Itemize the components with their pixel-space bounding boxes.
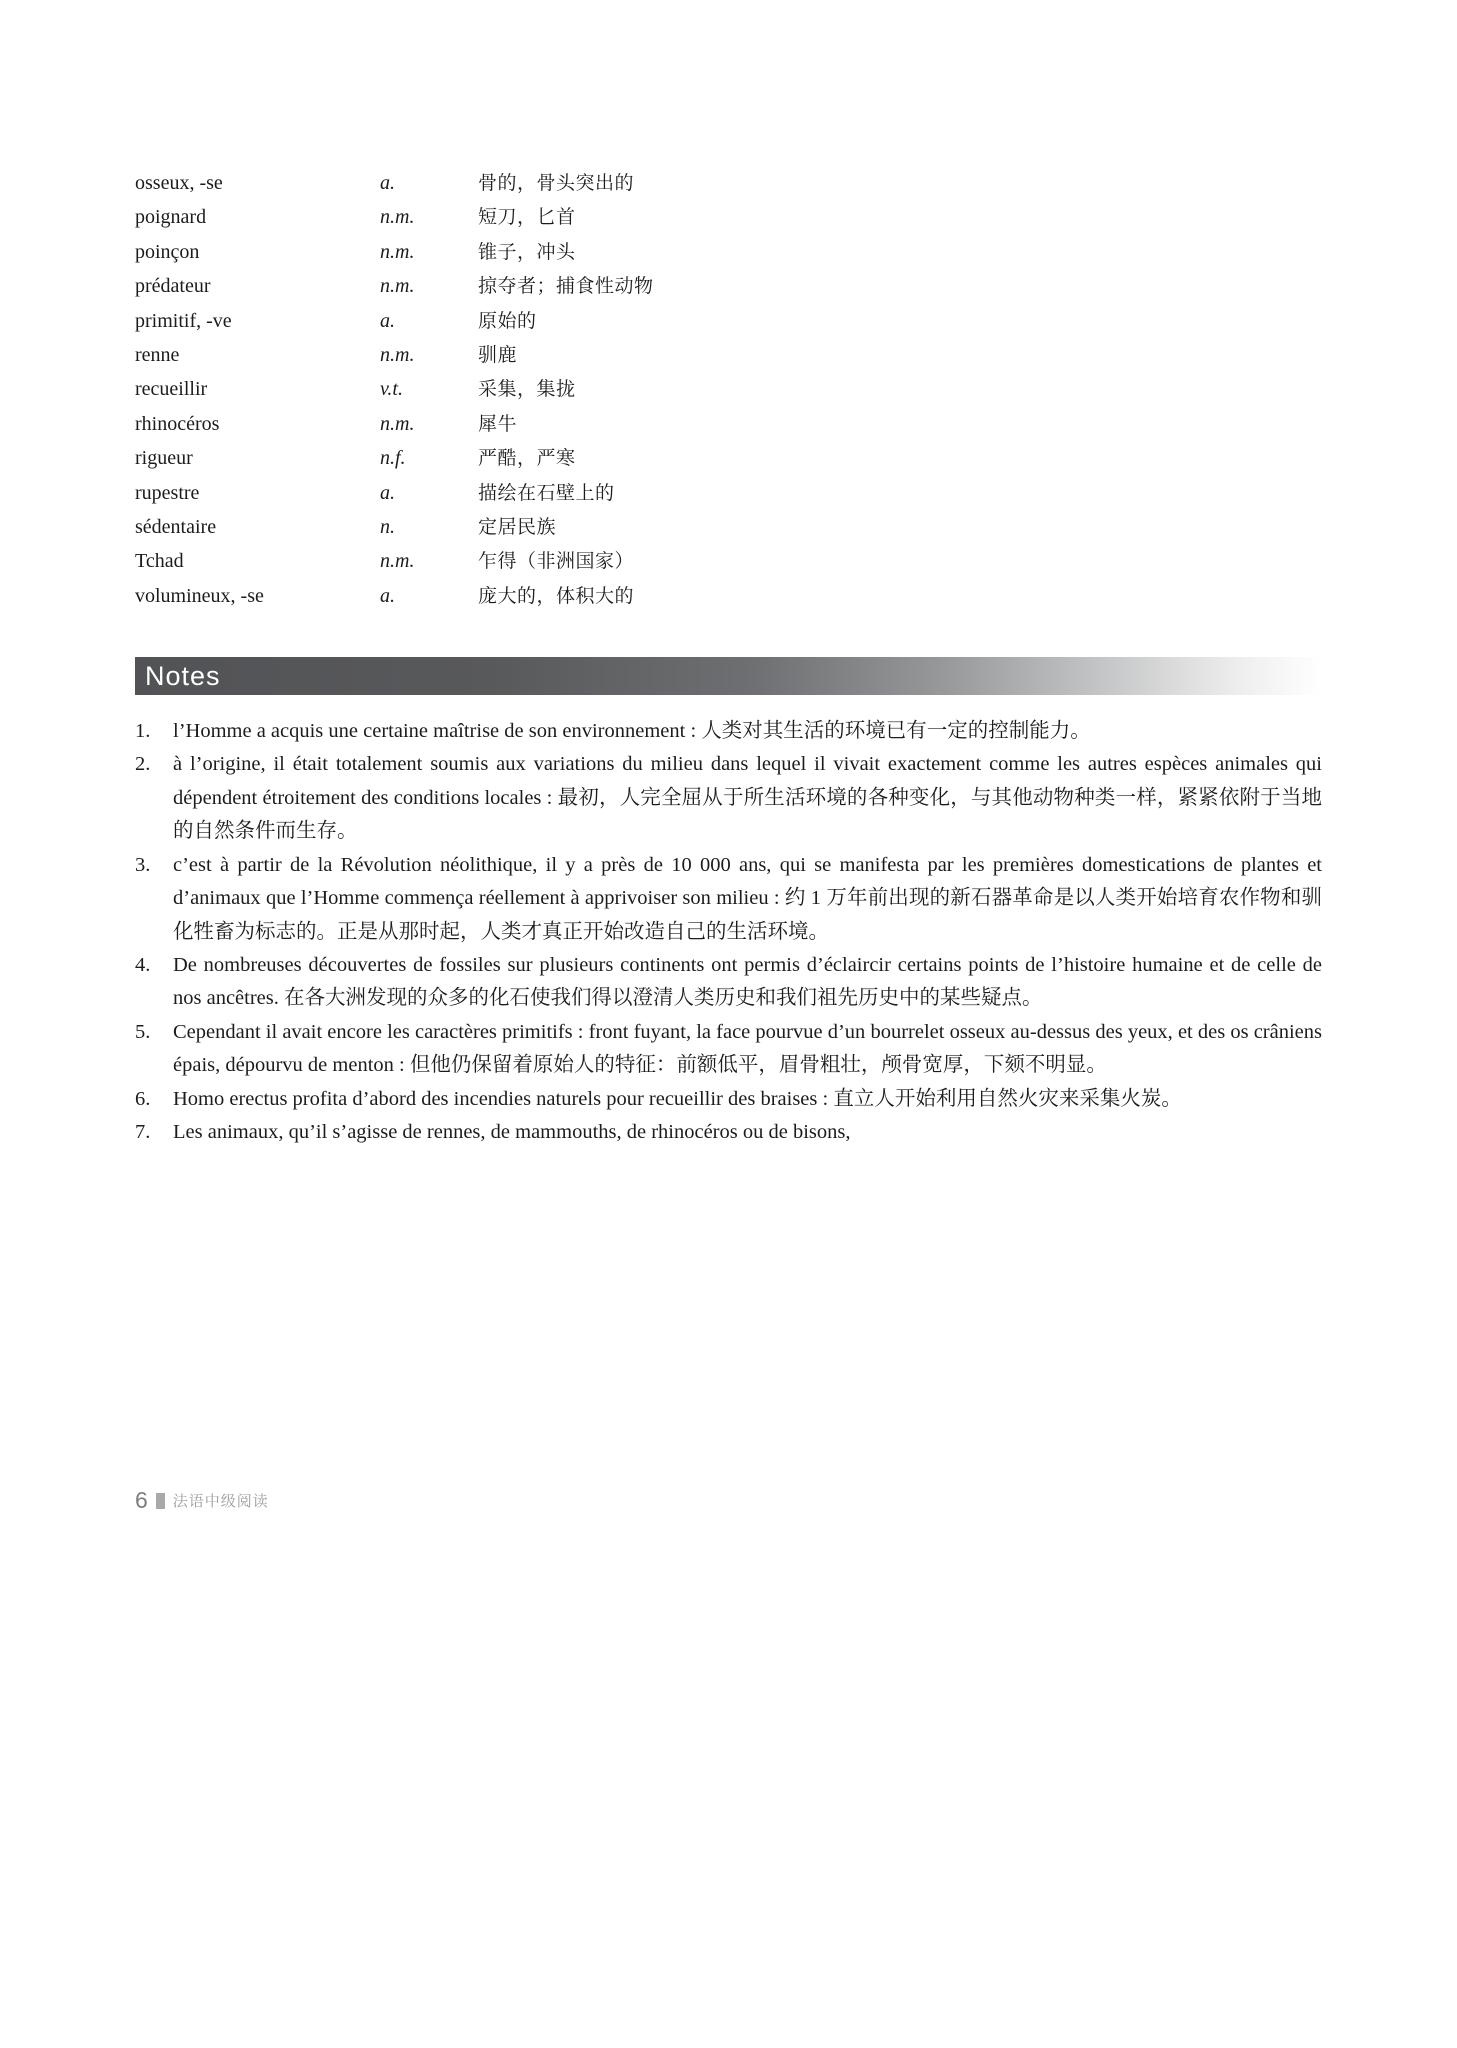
notes-list (135, 715, 1322, 1149)
note-number: 7. (135, 1120, 151, 1143)
page-content (135, 168, 1322, 1149)
note-number: 2. (135, 753, 151, 776)
vocab-pos: n.m. (380, 275, 415, 298)
vocab-word: volumineux, -se (135, 584, 264, 607)
notes-section-header (135, 657, 1322, 695)
vocab-pos: a. (380, 481, 395, 504)
vocab-word: osseux, -se (135, 172, 223, 194)
vocab-pos: v.t. (380, 378, 403, 401)
note-number: 1. (135, 720, 151, 743)
vocab-word: rhinocéros (135, 412, 220, 435)
vocab-row (135, 581, 1322, 615)
page-number: 6 (135, 1487, 148, 1513)
note-number: 5. (135, 1020, 151, 1043)
vocab-translation: 骨的，骨头突出的 (478, 172, 635, 194)
vocab-translation: 短刀，匕首 (478, 206, 576, 229)
vocab-pos: n.m. (380, 206, 415, 229)
vocab-row (135, 409, 1322, 443)
note-text: Homo erectus profita d’abord des incendies naturels pour recueillir des braises : 直立人开始利用自然火灾来采集火炭。 (173, 1087, 1182, 1110)
vocab-word: Tchad (135, 550, 184, 573)
vocab-pos: n. (380, 515, 395, 538)
vocab-row (135, 478, 1322, 512)
notes-section-title: Notes (145, 660, 221, 691)
vocab-word: sédentaire (135, 515, 217, 538)
note-text: Cependant il avait encore les caractères primitifs : front fuyant, la face pourvue d’un bourrelet osseux au-dessus des yeux, et des os crâniens épais, dépourvu de menton : 但他仍保留着原始人的特征：前额低平，眉骨粗壮，颅骨宽厚，下颏不明显。 (173, 1020, 1322, 1077)
vocab-word: primitif, -ve (135, 309, 232, 332)
page-footer (135, 1487, 269, 1514)
vocab-translation: 严酷，严寒 (478, 447, 576, 470)
note-number: 6. (135, 1087, 151, 1110)
note-number: 3. (135, 853, 151, 876)
note-number: 4. (135, 953, 151, 976)
note-text: à l’origine, il était totalement soumis aux variations du milieu dans lequel il vivait exactement comme les autres espèces animales qui dépendent étroitement des conditions locales : 最初，人完全屈从于所生活环境的各种变化，与其他动物种类一样，紧紧依附于当地的自然条件而生存。 (173, 753, 1322, 843)
note-item (135, 949, 1322, 1016)
vocab-translation: 定居民族 (478, 515, 557, 538)
vocab-pos: a. (380, 584, 395, 607)
note-text: c’est à partir de la Révolution néolithique, il y a près de 10 000 ans, qui se manifesta par les premières domestications de plantes et d’animaux que l’Homme commença réellement à apprivoiser son milieu : 约 1 万年前出现的新石器革命是以人类开始培育农作物和驯化牲畜为标志的。正是从那时起，人类才真正开始改造自己的生活环境。 (173, 853, 1322, 943)
note-item (135, 1016, 1322, 1083)
vocab-row (135, 271, 1322, 305)
note-item (135, 849, 1322, 949)
vocab-translation: 描绘在石壁上的 (478, 481, 615, 504)
vocab-pos: n.m. (380, 343, 415, 366)
vocab-word: prédateur (135, 275, 211, 298)
vocab-word: poinçon (135, 240, 200, 263)
vocab-row (135, 202, 1322, 236)
vocab-word: rupestre (135, 481, 200, 504)
vocabulary-list (135, 168, 1322, 615)
note-text: Les animaux, qu’il s’agisse de rennes, de mammouths, de rhinocéros ou de bisons, (173, 1120, 851, 1143)
vocab-word: poignard (135, 206, 207, 229)
vocab-pos: n.m. (380, 550, 415, 573)
vocab-pos: a. (380, 309, 395, 332)
vocab-word: renne (135, 343, 180, 366)
vocab-row (135, 512, 1322, 546)
vocab-word: rigueur (135, 447, 193, 470)
note-text: De nombreuses découvertes de fossiles sur plusieurs continents ont permis d’éclaircir certains points de l’histoire humaine et de celle de nos ancêtres. 在各大洲发现的众多的化石使我们得以澄清人类历史和我们祖先历史中的某些疑点。 (173, 953, 1322, 1010)
footer-square-icon (156, 1493, 165, 1509)
vocab-row (135, 306, 1322, 340)
vocab-translation: 原始的 (478, 309, 537, 332)
vocab-row (135, 546, 1322, 580)
vocab-translation: 庞大的，体积大的 (478, 584, 635, 607)
vocab-row (135, 340, 1322, 374)
book-title: 法语中级阅读 (172, 1492, 269, 1510)
vocab-translation: 采集，集拢 (478, 378, 576, 401)
vocab-row (135, 168, 1322, 202)
vocab-pos: a. (380, 172, 395, 194)
vocab-translation: 犀牛 (478, 412, 518, 435)
vocab-row (135, 374, 1322, 408)
note-text: l’Homme a acquis une certaine maîtrise de son environnement : 人类对其生活的环境已有一定的控制能力。 (173, 720, 1091, 743)
note-item (135, 1116, 1322, 1149)
vocab-word: recueillir (135, 378, 208, 401)
vocab-pos: n.f. (380, 447, 406, 470)
vocab-translation: 掠夺者；捕食性动物 (478, 275, 654, 298)
vocab-translation: 锥子，冲头 (478, 240, 576, 263)
vocab-translation: 驯鹿 (478, 343, 518, 366)
vocab-translation: 乍得（非洲国家） (478, 550, 635, 573)
vocab-pos: n.m. (380, 240, 415, 263)
vocab-pos: n.m. (380, 412, 415, 435)
note-item (135, 748, 1322, 848)
note-item (135, 715, 1322, 748)
vocab-row (135, 443, 1322, 477)
note-item (135, 1083, 1322, 1116)
vocab-row (135, 237, 1322, 271)
